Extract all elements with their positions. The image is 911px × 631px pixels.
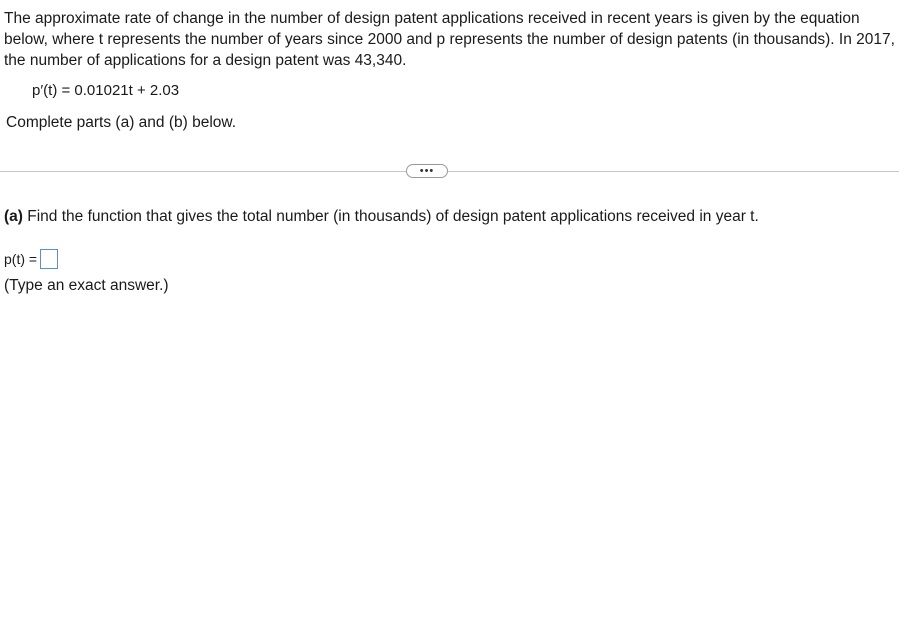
rate-equation: p′(t) = 0.01021t + 2.03 [32, 82, 180, 99]
part-a-question-text: Find the function that gives the total number (in thousands) of design patent applications received in year t. [22, 208, 759, 225]
answer-hint: (Type an exact answer.) [4, 277, 169, 294]
part-a-label: (a) [4, 208, 23, 225]
section-divider [0, 171, 899, 172]
answer-input[interactable] [40, 249, 58, 269]
ellipsis-icon: ••• [419, 165, 435, 177]
answer-row [4, 249, 58, 269]
part-a-question [4, 207, 759, 227]
problem-statement: The approximate rate of change in the number of design patent applications received in recent years is given by the equation below, where t represents the number of years since 2000 and p represents the number of design patents (in thousands). In 2017, the number of applications for a design patent was 43,340. [4, 10, 895, 69]
expand-more-button[interactable] [406, 164, 448, 178]
instruction-text: Complete parts (a) and (b) below. [6, 114, 237, 131]
answer-prefix: p(t) = [4, 251, 38, 267]
